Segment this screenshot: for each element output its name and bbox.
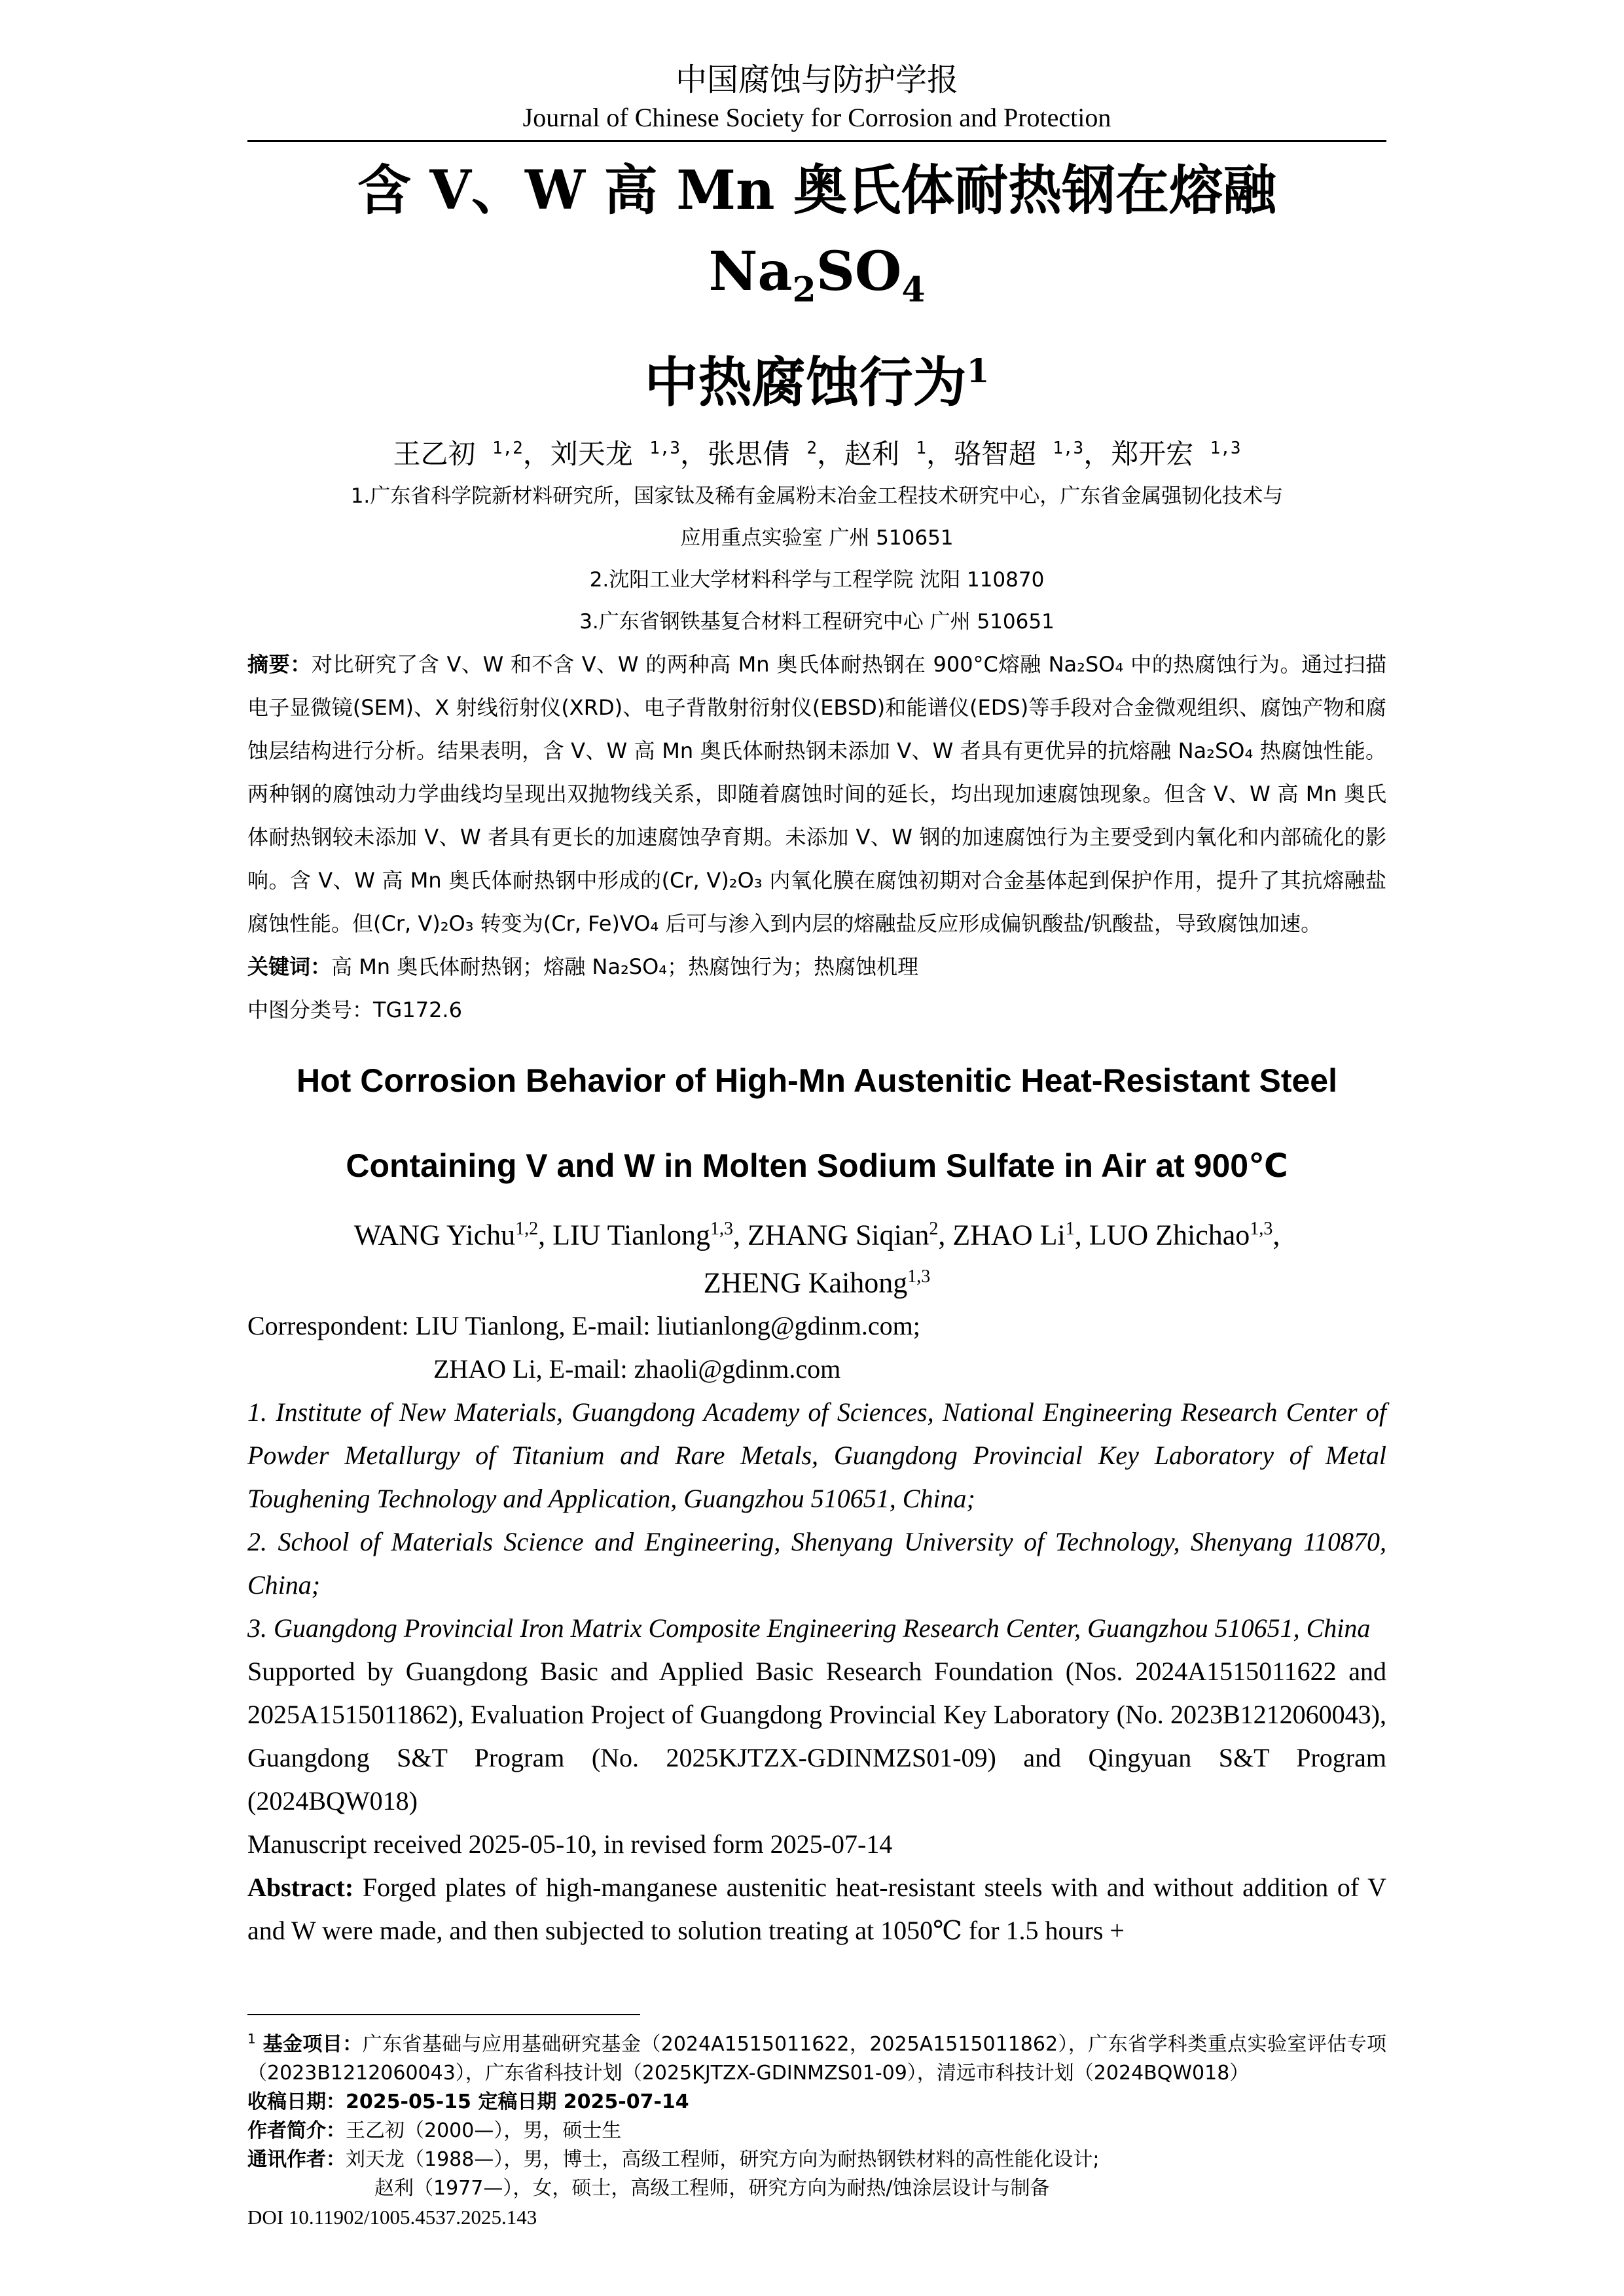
author-list-en-line1: WANG Yichu$^{1,2}$, LIU Tianlong$^{1,3}$, ZHANG Siqian$^2$, ZHAO Li$^1$, LUO Zhichao$^{1,3}$,: [353, 1218, 1280, 1251]
article-title-en-line2: Containing V and W in Molten Sodium Sulfate in Air at 900℃: [346, 1147, 1288, 1184]
doi: DOI 10.11902/1005.4537.2025.143: [247, 2206, 537, 2229]
paper-page: [247, 59, 1386, 2232]
footnote-correspondent-2: 赵利（1977—），女，硕士，高级工程师，研究方向为耐热/蚀涂层设计与制备: [374, 2177, 1050, 2200]
journal-title-cn: 中国腐蚀与防护学报: [675, 62, 958, 98]
article-title-cn-line1: 含 V、W 高 Mn 奥氏体耐热钢在熔融 $Na_2SO_4$: [357, 159, 1277, 310]
funding-statement-en: Supported by Guangdong Basic and Applied Basic Research Foundation (Nos. 2024A1515011622 and 2025A1515011862), Evaluation Project of Guangdong Provincial Key Laboratory (No. 2023B1212060043), Guangdong S&T Program (No. 2025KJTZX-GDINMZS01-09) and Qingyuan S&T Program (2024BQW018): [247, 1657, 1386, 1816]
affiliation-cn-3: 3.广东省钢铁基复合材料工程研究中心 广州 510651: [579, 609, 1055, 634]
abstract-en-text: Forged plates of high-manganese austenitic heat-resistant steels with and without addition of V and W were made, and then subjected to solution treating at 1050℃ for 1.5 hours +: [247, 1873, 1386, 1946]
footnote-correspondent-1: 通讯作者：刘天龙（1988—），男，博士，高级工程师，研究方向为耐热钢铁材料的高性能化设计;: [247, 2148, 1100, 2172]
header-divider: [247, 140, 1386, 142]
article-title-cn-line2: 中热腐蚀行为$^1$: [644, 351, 990, 414]
affiliation-cn-1: 1.广东省科学院新材料研究所，国家钛及稀有金属粉末冶金工程技术研究中心，广东省金属强韧化技术与: [350, 484, 1284, 508]
abstract-cn: [247, 643, 1386, 945]
footnote-author-bio: 作者简介：王乙初（2000—），男，硕士生: [247, 2119, 622, 2143]
keywords-cn-text: 高 Mn 奥氏体耐热钢；熔融 Na₂SO₄；热腐蚀行为；热腐蚀机理: [331, 954, 919, 979]
affiliation-cn-2: 2.沈阳工业大学材料科学与工程学院 沈阳 110870: [589, 567, 1045, 592]
affiliation-en-1: 1. Institute of New Materials, Guangdong Academy of Sciences, National Engineering Research Center of Powder Metallurgy of Titanium and Rare Metals, Guangdong Provincial Key Laboratory of Metal Toughening Technology and Application, Guangzhou 510651, China;: [247, 1397, 1386, 1514]
abstract-cn-label: 摘要：: [247, 651, 312, 677]
affiliation-en-2: 2. School of Materials Science and Engineering, Shenyang University of Technology, Shenyang 110870, China;: [247, 1527, 1386, 1600]
correspondent-line1: Correspondent: LIU Tianlong, E-mail: liutianlong@gdinm.com;: [247, 1311, 920, 1341]
clc-number: 中图分类号：TG172.6: [247, 997, 462, 1022]
abstract-cn-text: 对比研究了含 V、W 和不含 V、W 的两种高 Mn 奥氏体耐热钢在 900°C熔融 Na₂SO₄ 中的热腐蚀行为。通过扫描电子显微镜(SEM)、X 射线衍射仪(XRD)、电子背散射衍射仪(EBSD)和能谱仪(EDS)等手段对合金微观组织、腐蚀产物和腐蚀层结构进行分析。结果表明，含 V、W 高 Mn 奥氏体耐热钢未添加 V、W 者具有更优异的抗熔融 Na₂SO₄ 热腐蚀性能。两种钢的腐蚀动力学曲线均呈现出双抛物线关系，即随着腐蚀时间的延长，均出现加速腐蚀现象。但含 V、W 高 Mn 奥氏体耐热钢较未添加 V、W 者具有更长的加速腐蚀孕育期。未添加 V、W 钢的加速腐蚀行为主要受到内氧化和内部硫化的影响。含 V、W 高 Mn 奥氏体耐热钢中形成的(Cr, V)₂O₃ 内氧化膜在腐蚀初期对合金基体起到保护作用，提升了其抗熔融盐腐蚀性能。但(Cr, V)₂O₃ 转变为(Cr, Fe)VO₄ 后可与渗入到内层的熔融盐反应形成偏钒酸盐/钒酸盐，导致腐蚀加速。: [247, 651, 1386, 936]
abstract-en-label: Abstract:: [247, 1873, 354, 1903]
affiliation-cn-1-cont: 应用重点实验室 广州 510651: [680, 526, 954, 550]
keywords-cn-label: 关键词：: [247, 954, 332, 979]
footnote-funding: $^1$ 基金项目：广东省基础与应用基础研究基金（2024A1515011622，2025A1515011862），广东省学科类重点实验室评估专项（2023B1212060043），广东省科技计划（2025KJTZX-GDINMZS01-09），清远市科技计划（2024BQW018）: [247, 2031, 1386, 2085]
article-title-en-line1: Hot Corrosion Behavior of High-Mn Austenitic Heat-Resistant Steel: [297, 1062, 1337, 1099]
journal-title-en: Journal of Chinese Society for Corrosion and Protection: [522, 103, 1111, 132]
keywords-cn: [247, 945, 1386, 988]
correspondent-line2: ZHAO Li, E-mail: zhaoli@gdinm.com: [433, 1354, 841, 1384]
footnote-dates: 收稿日期：2025-05-15 定稿日期 2025-07-14: [247, 2090, 689, 2114]
affiliation-en-3: 3. Guangdong Provincial Iron Matrix Composite Engineering Research Center, Guangzhou 510651, China: [247, 1613, 1371, 1643]
author-list-en-line2: ZHENG Kaihong$^{1,3}$: [703, 1266, 931, 1300]
author-list-cn: 王乙初 $^{1,2}$，刘天龙 $^{1,3}$，张思倩 $^2$，赵利 $^1$，骆智超 $^{1,3}$，郑开宏 $^{1,3}$: [393, 437, 1241, 470]
manuscript-dates-en: Manuscript received 2025-05-10, in revised form 2025-07-14: [247, 1829, 893, 1859]
footnote-divider: [247, 2014, 640, 2015]
abstract-en: [247, 1866, 1386, 1952]
